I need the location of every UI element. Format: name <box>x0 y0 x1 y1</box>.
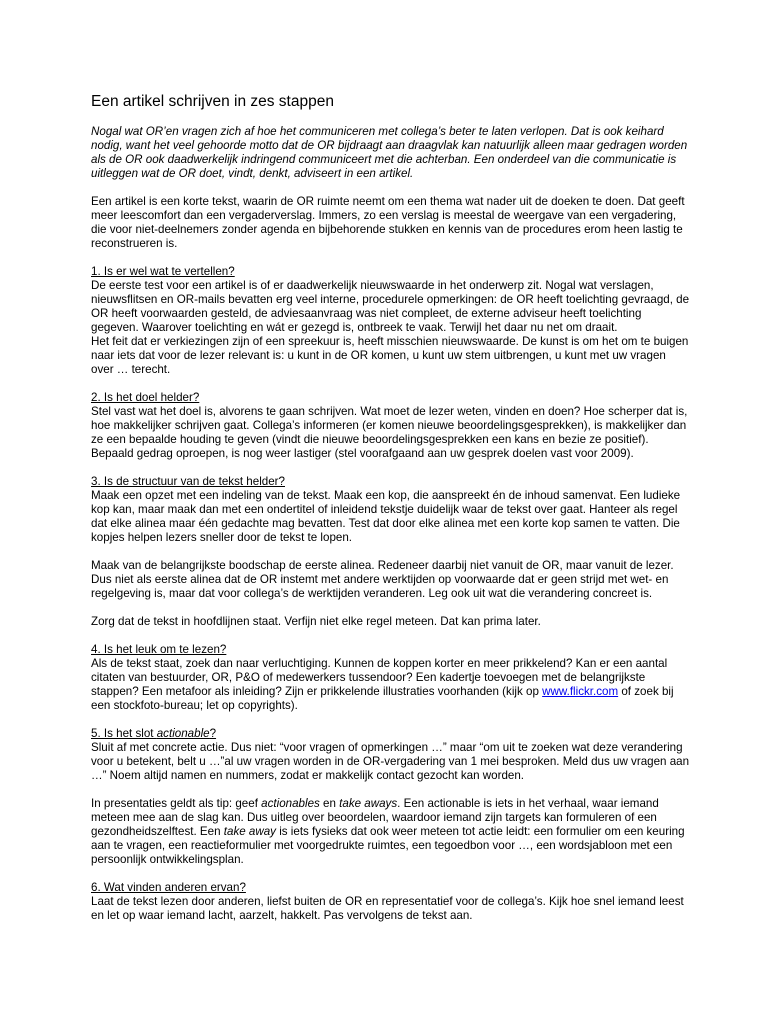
intro-paragraph: Nogal wat OR’en vragen zich af hoe het communiceren met collega’s beter te laten verlopen. Dat is ook keihard nodig, want het veel gehoorde motto dat de OR bijdraagt aan draagvlak kan natuurlijk alleen maar gedragen worden als de OR ook daadwerkelijk indringend communiceert met die achterban. Een onderdeel van die communicatie is uitleggen wat de OR doet, vindt, denkt, adviseert in een artikel. <box>91 125 688 180</box>
emphasis-actionables: actionables <box>261 797 320 810</box>
flickr-link[interactable]: www.flickr.com <box>542 685 619 698</box>
section-1-heading: 1. Is er wel wat te vertellen? <box>91 265 235 278</box>
section-1-text-2: Het feit dat er verkiezingen zijn of een spreekuur is, heeft misschien nieuwswaarde. De kunst is om het om te buigen naar iets dat voor de lezer relevant is: u kunt in de OR komen, u kunt uw stem uitbrengen, u kunt met uw vragen over … terecht. <box>91 335 689 376</box>
emphasis-take-aways: take aways <box>339 797 398 810</box>
section-3-text: Maak een opzet met een indeling van de tekst. Maak een kop, die aanspreekt én de inhoud samenvat. Een ludieke kop kan, maar maak dan met een ondertitel of inleidend tekstje duidelijk waar de tekst over gaat. Hanteer als regel dat elke alinea maar één gedachte mag bevatten. Test dat door elke alinea met een korte kop samen te vatten. Die kopjes helpen lezers sneller door de tekst te lopen. <box>91 489 681 544</box>
section-3-text-3: Zorg dat de tekst in hoofdlijnen staat. Verfijn niet elke regel meteen. Dat kan prima later. <box>91 615 541 628</box>
text-run: . Een actionable is iets in het verhaal, waar iemand meteen mee aan de slag kan. Dus uitleg over beoordelen, waardoor iemand zijn targets kan formuleren of een gezondheidszelftest. Een <box>91 797 659 838</box>
page-title: Een artikel schrijven in zes stappen <box>91 93 334 110</box>
section-2 <box>91 391 690 461</box>
section-2-heading: 2. Is het doel helder? <box>91 391 200 404</box>
emphasis-take-away: take away <box>223 825 276 838</box>
section-4 <box>91 643 690 713</box>
section-6-heading: 6. Wat vinden anderen ervan? <box>91 881 246 894</box>
section-3-text-2: Maak van de belangrijkste boodschap de eerste alinea. Redeneer daarbij niet vanuit de OR, maar vanuit de lezer. Dus niet als eerste alinea dat de OR instemt met andere werktijden op voorwaarde dat er geen strijd met wet- en regelgeving is, maar dat voor collega’s de werktijden veranderen. Leg ook uit wat die verandering concreet is. <box>91 559 674 600</box>
body-paragraph: Een artikel is een korte tekst, waarin de OR ruimte neemt om een thema wat nader uit de doeken te doen. Dat geeft meer leescomfort dan een vergaderverslag. Immers, zo een verslag is meestal de weergave van een vergadering, die voor niet-deelnemers zonder agenda en bijbehorende stukken en kennis van de procedures erom heen lastig te reconstrueren is. <box>91 195 685 250</box>
section-4-text-after: of zoek bij een stockfoto-bureau; let op copyrights). <box>91 685 674 712</box>
section-6 <box>91 881 690 923</box>
section-5-text: Sluit af met concrete actie. Dus niet: “voor vragen of opmerkingen …” maar “om uit te zoeken wat deze verandering voor u betekent, belt u …”al uw vragen worden in de OR-vergadering van 1 mei besproken. Meld dus uw vragen aan …” Noem altijd namen en nummers, zodat er makkelijk contact gezocht kan worden. <box>91 741 690 782</box>
section-5-text-2 <box>91 797 690 867</box>
section-4-text-before: Als de tekst staat, zoek dan naar verluchtiging. Kunnen de koppen korter en meer prikkelend? Kan er een aantal citaten van bestuurder, OR, P&O of medewerkers tussendoor? Een kadertje toevoegen met de belangrijkste stappen? Een metafoor als inleiding? Zijn er prikkelende illustraties voorhanden (kijk op <box>91 657 668 698</box>
section-3-heading: 3. Is de structuur van de tekst helder? <box>91 475 285 488</box>
section-5 <box>91 727 690 783</box>
section-5-heading-prefix: 5. Is het slot <box>91 727 157 740</box>
text-run: In presentaties geldt als tip: geef <box>91 797 262 810</box>
text-run: en <box>319 797 340 810</box>
section-3 <box>91 475 690 545</box>
section-4-heading: 4. Is het leuk om te lezen? <box>91 643 227 656</box>
section-1 <box>91 265 690 335</box>
section-1-text: De eerste test voor een artikel is of er daadwerkelijk nieuwswaarde in het onderwerp zit. Nogal wat verslagen, nieuwsflitsen en OR-mails bevatten erg veel interne, procedurele opmerkingen: de OR heeft toelichting gevraagd, de OR heeft voorwaarden gesteld, de adviesaanvraag was niet compleet, de externe adviseur heeft toelichting gegeven. Waarover toelichting en wát er gezegd is, ontbreek te vaak. Terwijl het daar nu net om draait. <box>91 279 690 334</box>
text-run: is iets fysieks dat ook weer meteen tot actie leidt: een formulier om een keuring aan te vragen, een reactieformulier met voorgedrukte ruimtes, een tegoedbon voor …, een wordsjabloon met een persoonlijk ontwikkelingsplan. <box>91 825 685 866</box>
section-5-heading-suffix: ? <box>209 727 217 740</box>
section-6-text: Laat de tekst lezen door anderen, liefst buiten de OR en representatief voor de collega’s. Kijk hoe snel iemand leest en let op waar iemand lacht, aarzelt, hakkelt. Pas vervolgens de tekst aan. <box>91 895 684 922</box>
section-5-heading-emphasis: actionable <box>156 727 210 740</box>
section-5-heading <box>91 727 690 741</box>
section-2-text: Stel vast wat het doel is, alvorens te gaan schrijven. Wat moet de lezer weten, vinden en doen? Hoe scherper dat is, hoe makkelijker schrijven gaat. Collega’s informeren (er komen nieuwe beoordelingsgesprekken), is makkelijker dan ze een bepaalde houding te geven (vindt die nieuwe beoordelingsgesprekken een kans en bezie ze positief). Bepaald gedrag oproepen, is nog weer lastiger (stel voorafgaand aan uw gesprek doelen vast voor 2009). <box>91 405 688 460</box>
